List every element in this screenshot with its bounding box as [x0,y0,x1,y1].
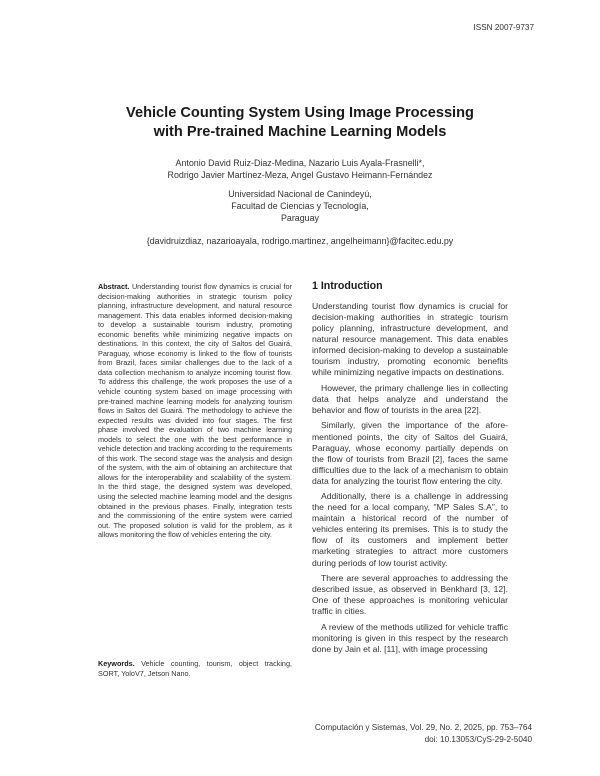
abstract [98,282,292,540]
intro-paragraph: Understanding tourist flow dynamics is crucial for decision-making authorities in strategic tourism policy planning, infrastructure development, and natural resource management. This data enables informed decision-making to develop a sustainable tourism industry, promoting economic benefits while minimizing negative impacts on destinations. [312,301,508,378]
issn-label: ISSN 2007-9737 [473,23,534,32]
intro-paragraph: A review of the methods utilized for vehicle traffic monitoring is given in this respect by the research done by Jain et al. [11], with image processing [312,621,508,654]
abstract-label: Abstract. [98,282,130,291]
author-list [60,157,540,182]
keywords-text: Vehicle counting, tourism, object tracking, SORT, YoloV7, Jetson Nano. [98,659,293,678]
intro-paragraph: Similarly, given the importance of the afore-mentioned points, the city of Saltos del Guairá, Paraguay, whose economy partially depends on the flow of tourists from Brazil [2], faces the same difficulties due to the lack of a mechanism to obtain data for analyzing the tourist flow entering the city. [312,420,508,486]
intro-paragraph: There are several approaches to addressing the described issue, as observed in Benkhard [3, 12]. One of these approaches is monitoring vehicular traffic in cities. [312,573,508,617]
title-line-1: Vehicle Counting System Using Image Processing [126,105,474,121]
intro-paragraph: However, the primary challenge lies in collecting data that helps analyze and understand the behavior and flow of tourists in the area [22]. [312,382,508,415]
introduction-section [312,280,508,659]
page-footer [315,722,532,746]
abstract-text: Understanding tourist flow dynamics is crucial for decision-making authorities in strategic tourism policy planning, infrastructure development, and natural resource management. This data enables informed decision-making to develop a sustainable tourism industry, promoting economic benefits while minimizing negative impacts on destinations. In this context, the city of Saltos del Guairá, Paraguay, whose economy is linked to the flow of tourists from Brazil, faces similar challenges due to the lack of a data collection mechanism to analyze incoming tourist flow. To address this challenge, the work proposes the use of a vehicle counting system based on image processing with pre-trained machine learning models for analyzing tourism flows in Saltos del Guairá. The methodology to achieve the expected results was divided into four stages. The first phase involved the evaluation of two machine learning models to select the one with the best performance in vehicle detection and tracking according to the requirements of this work. The second stage was the analysis and design of the system, with the aim of obtaining an architecture that allows for the interoperability and scalability of the system. In the third stage, the designed system was developed, using the selected machine learning model and the designs obtained in the previous phases. Finally, integration tests and the commissioning of the entire system were carried out. The proposed solution is valid for the problem, as it allows monitoring the flow of vehicles entering the city. [98,282,292,540]
intro-paragraph: Additionally, there is a challenge in addressing the need for a local company, "MP Sales S.A", to maintain a historical record of the number of vehicles entering its premises. This is to study the flow of its customers and implement better marketing strategies to attract more customers during periods of low tourist activity. [312,491,508,568]
journal-citation: Computación y Sistemas, Vol. 29, No. 2, 2025, pp. 753–764 [314,723,532,732]
keywords-label: Keywords. [98,659,135,668]
authors-line-2: Rodrigo Javier Martínez-Meza, Angel Gustavo Heimann-Fernández [167,170,433,181]
authors-line-1: Antonio David Ruiz-Diaz-Medina, Nazario Luis Ayala-Frasnelli*, [175,158,425,168]
affiliation-line-2: Facultad de Ciencias y Tecnología, [231,201,369,212]
doi-link[interactable]: doi: 10.13053/CyS-29-2-5040 [424,735,532,744]
title-line-2: with Pre-trained Machine Learning Models [153,124,447,140]
keywords [98,659,292,678]
affiliation-line-3: Paraguay [281,213,319,224]
affiliation-line-1: Universidad Nacional de Canindeyú, [228,189,372,199]
paper-title [60,104,540,142]
author-emails: {davidruizdiaz, nazarioayala, rodrigo.martinez, angelheimann}@facitec.edu.py [146,236,454,246]
section-heading: 1 Introduction [312,280,383,292]
affiliation [60,188,540,225]
